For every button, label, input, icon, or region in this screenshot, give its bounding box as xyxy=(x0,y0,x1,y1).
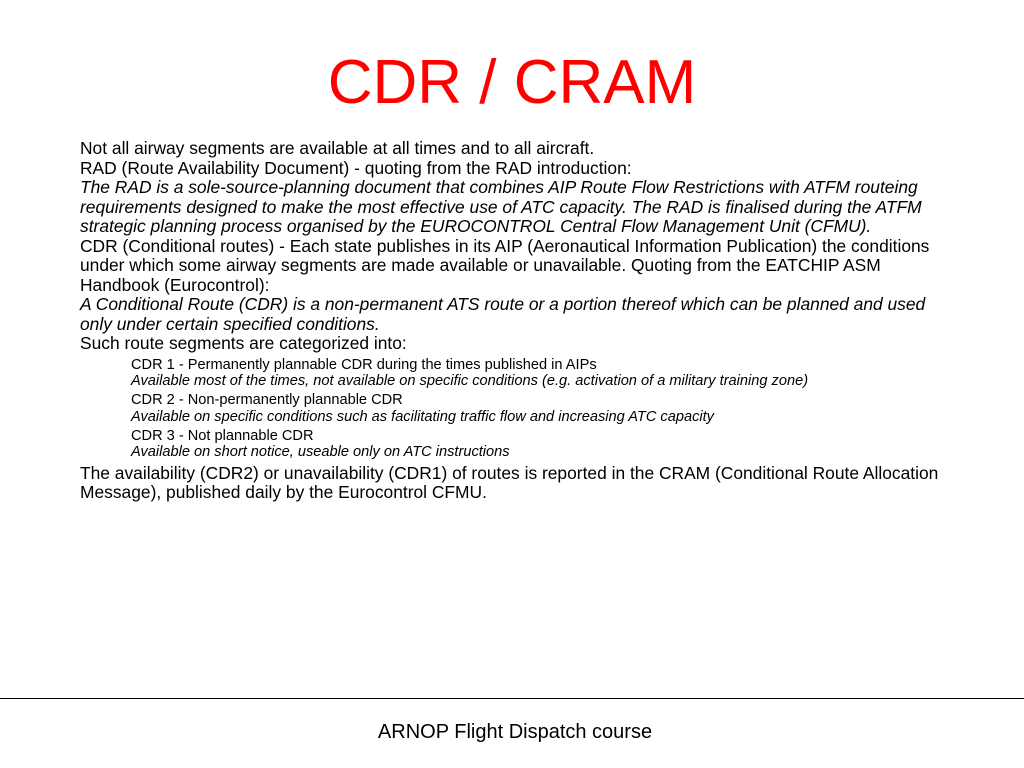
categories-section xyxy=(80,334,960,461)
cdr-text: CDR (Conditional routes) - Each state publishes in its AIP (Aeronautical Information Publication) the conditions under which some airway segments are made available or unavailable. Quoting from the EATCHIP ASM Handbook (Eurocontrol): xyxy=(80,235,930,295)
cdr-paragraph xyxy=(80,237,960,335)
list-item xyxy=(131,392,960,425)
list-item xyxy=(131,428,960,461)
category-label: CDR 2 - Non-permanently plannable CDR xyxy=(131,392,403,409)
category-description: Available on specific conditions such as facilitating traffic flow and increasing ATC capacity xyxy=(131,408,714,425)
category-label: CDR 3 - Not plannable CDR xyxy=(131,427,314,444)
conclusion-paragraph: The availability (CDR2) or unavailability (CDR1) of routes is reported in the CRAM (Conditional Route Allocation Message), published daily by the Eurocontrol CFMU. xyxy=(80,462,939,503)
cdr-quote: A Conditional Route (CDR) is a non-permanent ATS route or a portion thereof which can be planned and used only under certain specified conditions. xyxy=(80,294,926,334)
rad-heading: RAD (Route Availability Document) - quoting from the RAD introduction: xyxy=(80,157,632,178)
categories-list xyxy=(131,357,960,462)
category-description: Available on short notice, useable only on ATC instructions xyxy=(131,444,510,461)
rad-paragraph xyxy=(80,159,960,237)
category-description: Available most of the times, not available on specific conditions (e.g. activation of a military training zone) xyxy=(131,373,809,390)
rad-quote: The RAD is a sole-source-planning document that combines AIP Route Flow Restrictions with ATFM routeing requirements designed to make the most effective use of ATC capacity. The RAD is finalised during the ATFM strategic planning process organised by the EUROCONTROL Central Flow Management Unit (CFMU). xyxy=(80,177,922,236)
list-item xyxy=(131,357,960,390)
footer-divider xyxy=(0,698,1024,699)
category-label: CDR 1 - Permanently plannable CDR during the times published in AIPs xyxy=(131,356,597,373)
slide-body xyxy=(80,139,960,503)
slide-title: CDR / CRAM xyxy=(327,48,697,117)
intro-paragraph: Not all airway segments are available at all times and to all aircraft. xyxy=(80,138,595,158)
categories-heading: Such route segments are categorized into: xyxy=(80,333,407,353)
footer-text: ARNOP Flight Dispatch course xyxy=(377,721,653,743)
